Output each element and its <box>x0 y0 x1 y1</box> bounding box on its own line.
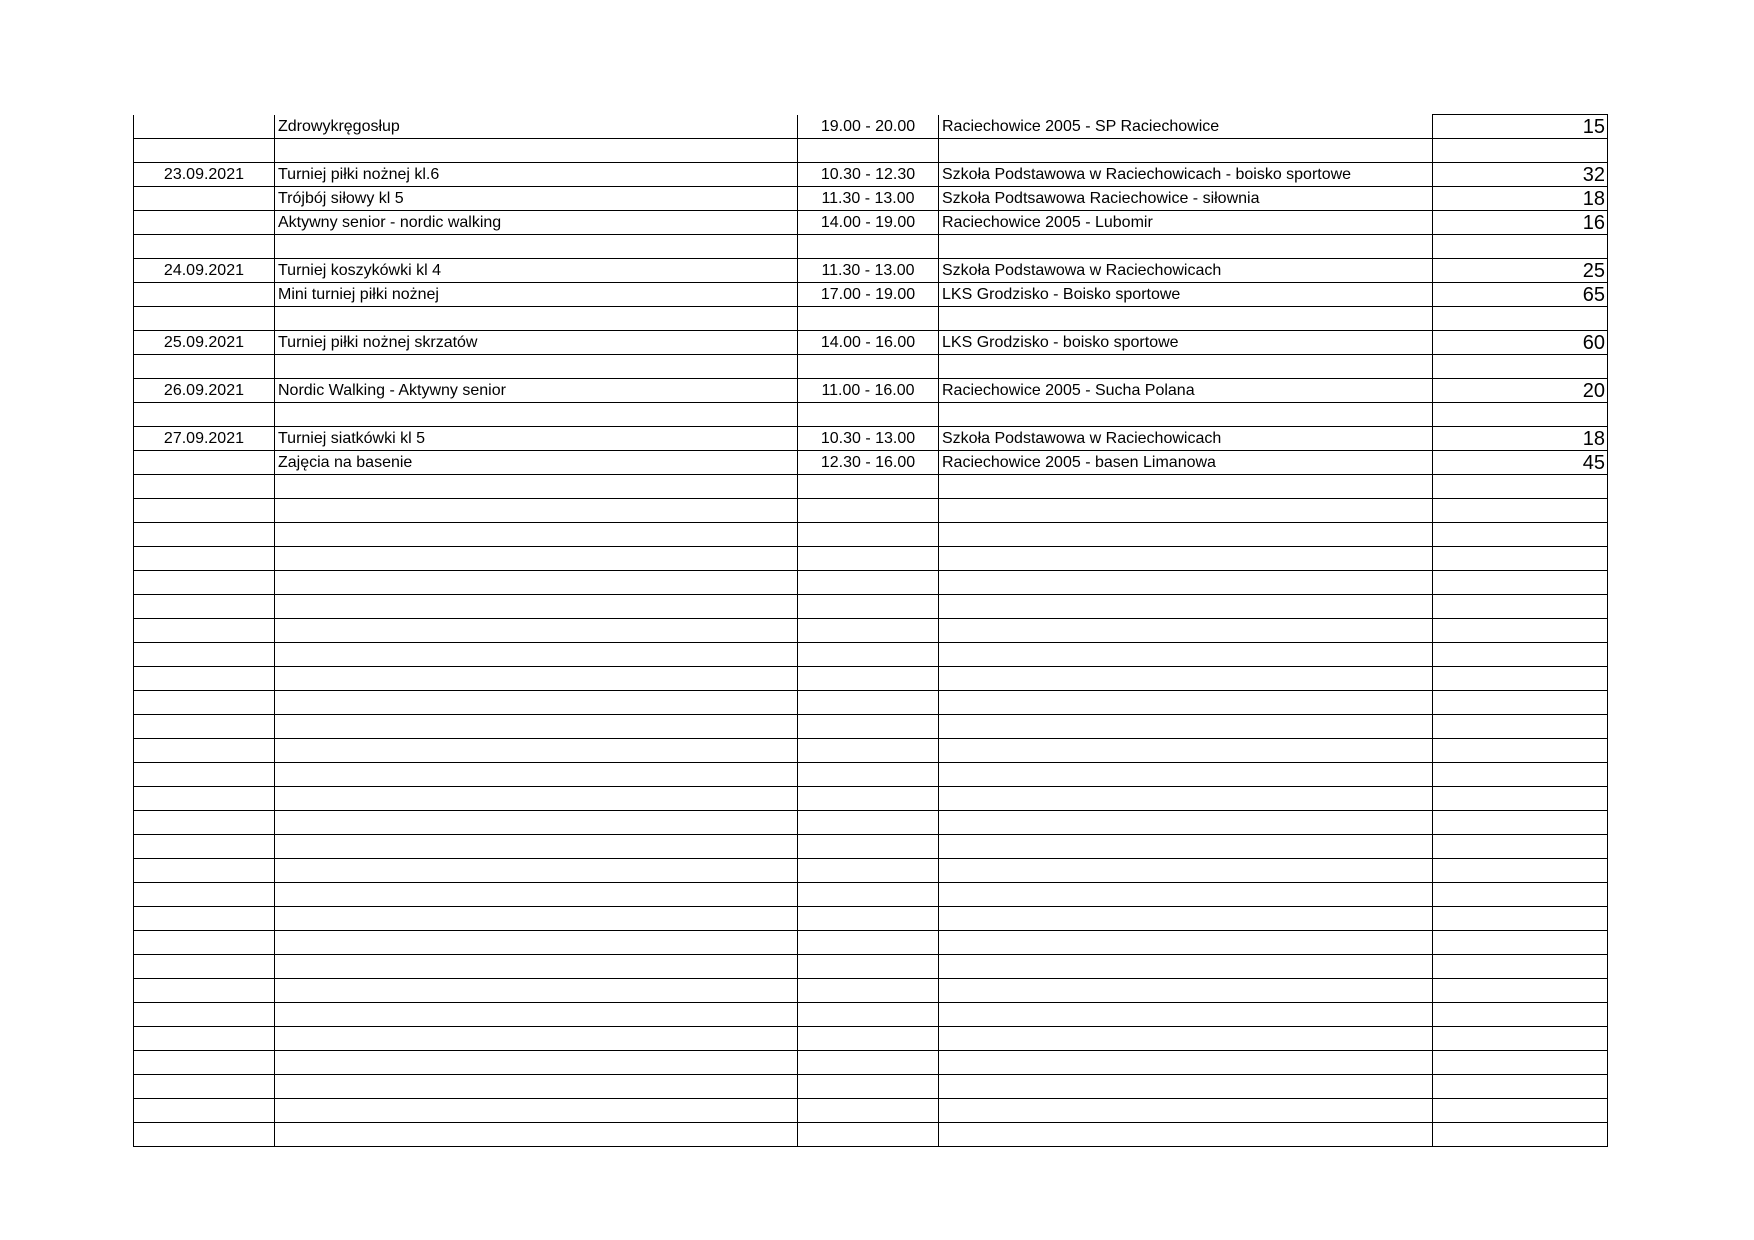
participants-count-cell <box>1433 1099 1608 1123</box>
location-cell: LKS Grodzisko - boisko sportowe <box>939 331 1433 355</box>
table-row <box>134 1027 1608 1051</box>
event-name-cell <box>275 139 798 163</box>
time-cell <box>798 955 939 979</box>
event-name-cell <box>275 355 798 379</box>
date-cell <box>134 811 275 835</box>
participants-count-cell <box>1433 715 1608 739</box>
table-row <box>134 667 1608 691</box>
location-cell <box>939 715 1433 739</box>
time-cell <box>798 883 939 907</box>
participants-count-cell <box>1433 763 1608 787</box>
participants-count-cell <box>1433 883 1608 907</box>
location-cell: Raciechowice 2005 - Lubomir <box>939 211 1433 235</box>
participants-count-cell: 18 <box>1433 187 1608 211</box>
event-name-cell <box>275 691 798 715</box>
table-row <box>134 547 1608 571</box>
event-name-cell <box>275 931 798 955</box>
table-row <box>134 523 1608 547</box>
location-cell <box>939 571 1433 595</box>
participants-count-cell <box>1433 979 1608 1003</box>
location-cell <box>939 139 1433 163</box>
location-cell <box>939 1051 1433 1075</box>
table-row <box>134 979 1608 1003</box>
date-cell <box>134 1051 275 1075</box>
date-cell <box>134 547 275 571</box>
event-name-cell <box>275 547 798 571</box>
table-row <box>134 907 1608 931</box>
table-row <box>134 739 1608 763</box>
table-row <box>134 955 1608 979</box>
location-cell <box>939 235 1433 259</box>
time-cell <box>798 1123 939 1147</box>
time-cell: 10.30 - 12.30 <box>798 163 939 187</box>
table-row <box>134 451 1608 475</box>
table-row <box>134 715 1608 739</box>
location-cell <box>939 763 1433 787</box>
date-cell <box>134 667 275 691</box>
date-cell <box>134 1003 275 1027</box>
date-cell <box>134 619 275 643</box>
location-cell <box>939 955 1433 979</box>
participants-count-cell: 32 <box>1433 163 1608 187</box>
date-cell <box>134 739 275 763</box>
event-name-cell: Turniej piłki nożnej kl.6 <box>275 163 798 187</box>
date-cell <box>134 307 275 331</box>
participants-count-cell: 20 <box>1433 379 1608 403</box>
date-cell <box>134 859 275 883</box>
date-cell <box>134 691 275 715</box>
date-cell <box>134 643 275 667</box>
date-cell <box>134 715 275 739</box>
time-cell <box>798 979 939 1003</box>
date-cell <box>134 235 275 259</box>
participants-count-cell <box>1433 403 1608 427</box>
table-row <box>134 211 1608 235</box>
location-cell <box>939 595 1433 619</box>
time-cell <box>798 739 939 763</box>
time-cell <box>798 523 939 547</box>
participants-count-cell <box>1433 1027 1608 1051</box>
time-cell <box>798 811 939 835</box>
participants-count-cell: 15 <box>1433 115 1608 139</box>
date-cell <box>134 1027 275 1051</box>
time-cell <box>798 619 939 643</box>
time-cell <box>798 691 939 715</box>
date-cell <box>134 115 275 139</box>
location-cell: Szkoła Podstawowa w Raciechowicach <box>939 427 1433 451</box>
participants-count-cell <box>1433 1123 1608 1147</box>
time-cell: 10.30 - 13.00 <box>798 427 939 451</box>
time-cell <box>798 1003 939 1027</box>
event-name-cell <box>275 667 798 691</box>
location-cell <box>939 1027 1433 1051</box>
table-row <box>134 163 1608 187</box>
participants-count-cell: 25 <box>1433 259 1608 283</box>
event-name-cell <box>275 595 798 619</box>
date-cell <box>134 475 275 499</box>
date-cell <box>134 211 275 235</box>
date-cell <box>134 763 275 787</box>
location-cell <box>939 1075 1433 1099</box>
event-name-cell <box>275 835 798 859</box>
date-cell <box>134 499 275 523</box>
table-row <box>134 1123 1608 1147</box>
participants-count-cell <box>1433 547 1608 571</box>
table-row <box>134 571 1608 595</box>
participants-count-cell <box>1433 907 1608 931</box>
time-cell <box>798 403 939 427</box>
time-cell <box>798 355 939 379</box>
location-cell: Raciechowice 2005 - SP Raciechowice <box>939 115 1433 139</box>
schedule-table <box>133 114 1608 1147</box>
location-cell <box>939 475 1433 499</box>
time-cell <box>798 547 939 571</box>
time-cell <box>798 763 939 787</box>
time-cell <box>798 835 939 859</box>
event-name-cell: Zdrowykręgosłup <box>275 115 798 139</box>
date-cell: 26.09.2021 <box>134 379 275 403</box>
time-cell <box>798 931 939 955</box>
event-name-cell <box>275 907 798 931</box>
date-cell <box>134 907 275 931</box>
event-name-cell <box>275 715 798 739</box>
date-cell <box>134 403 275 427</box>
participants-count-cell <box>1433 811 1608 835</box>
time-cell: 11.00 - 16.00 <box>798 379 939 403</box>
table-row <box>134 235 1608 259</box>
time-cell <box>798 475 939 499</box>
date-cell <box>134 355 275 379</box>
time-cell <box>798 1075 939 1099</box>
date-cell: 27.09.2021 <box>134 427 275 451</box>
time-cell <box>798 1051 939 1075</box>
location-cell <box>939 643 1433 667</box>
event-name-cell <box>275 787 798 811</box>
participants-count-cell <box>1433 571 1608 595</box>
location-cell <box>939 1099 1433 1123</box>
table-row <box>134 787 1608 811</box>
location-cell <box>939 835 1433 859</box>
date-cell: 24.09.2021 <box>134 259 275 283</box>
table-row <box>134 643 1608 667</box>
time-cell <box>798 715 939 739</box>
table-row <box>134 355 1608 379</box>
participants-count-cell <box>1433 355 1608 379</box>
event-name-cell: Zajęcia na basenie <box>275 451 798 475</box>
table-row <box>134 259 1608 283</box>
event-name-cell <box>275 763 798 787</box>
participants-count-cell: 65 <box>1433 283 1608 307</box>
date-cell <box>134 571 275 595</box>
participants-count-cell <box>1433 1075 1608 1099</box>
location-cell: Raciechowice 2005 - Sucha Polana <box>939 379 1433 403</box>
location-cell: Szkoła Podtsawowa Raciechowice - siłownia <box>939 187 1433 211</box>
participants-count-cell <box>1433 1003 1608 1027</box>
date-cell <box>134 595 275 619</box>
participants-count-cell <box>1433 1051 1608 1075</box>
location-cell <box>939 547 1433 571</box>
time-cell <box>798 667 939 691</box>
event-name-cell <box>275 1075 798 1099</box>
participants-count-cell <box>1433 955 1608 979</box>
time-cell <box>798 595 939 619</box>
participants-count-cell <box>1433 643 1608 667</box>
time-cell: 12.30 - 16.00 <box>798 451 939 475</box>
location-cell <box>939 979 1433 1003</box>
table-row <box>134 931 1608 955</box>
event-name-cell: Turniej koszykówki kl 4 <box>275 259 798 283</box>
table-row <box>134 115 1608 139</box>
participants-count-cell: 45 <box>1433 451 1608 475</box>
time-cell <box>798 643 939 667</box>
time-cell <box>798 1099 939 1123</box>
event-name-cell <box>275 859 798 883</box>
event-name-cell <box>275 619 798 643</box>
location-cell <box>939 1003 1433 1027</box>
participants-count-cell <box>1433 667 1608 691</box>
table-row <box>134 475 1608 499</box>
time-cell <box>798 1027 939 1051</box>
table-row <box>134 811 1608 835</box>
table-row <box>134 139 1608 163</box>
date-cell <box>134 1075 275 1099</box>
date-cell <box>134 283 275 307</box>
participants-count-cell: 18 <box>1433 427 1608 451</box>
location-cell <box>939 739 1433 763</box>
event-name-cell: Turniej siatkówki kl 5 <box>275 427 798 451</box>
participants-count-cell: 16 <box>1433 211 1608 235</box>
date-cell <box>134 187 275 211</box>
location-cell <box>939 355 1433 379</box>
participants-count-cell <box>1433 307 1608 331</box>
time-cell: 14.00 - 19.00 <box>798 211 939 235</box>
table-row <box>134 835 1608 859</box>
event-name-cell <box>275 1123 798 1147</box>
location-cell <box>939 859 1433 883</box>
location-cell <box>939 883 1433 907</box>
table-row <box>134 1051 1608 1075</box>
location-cell <box>939 1123 1433 1147</box>
event-name-cell <box>275 571 798 595</box>
participants-count-cell <box>1433 787 1608 811</box>
participants-count-cell <box>1433 739 1608 763</box>
schedule-table-body <box>134 115 1608 1147</box>
location-cell: Raciechowice 2005 - basen Limanowa <box>939 451 1433 475</box>
event-name-cell: Turniej piłki nożnej skrzatów <box>275 331 798 355</box>
time-cell <box>798 787 939 811</box>
table-row <box>134 283 1608 307</box>
event-name-cell <box>275 883 798 907</box>
time-cell: 19.00 - 20.00 <box>798 115 939 139</box>
date-cell: 25.09.2021 <box>134 331 275 355</box>
participants-count-cell <box>1433 475 1608 499</box>
event-name-cell <box>275 811 798 835</box>
event-name-cell <box>275 643 798 667</box>
location-cell: Szkoła Podstawowa w Raciechowicach <box>939 259 1433 283</box>
event-name-cell <box>275 1099 798 1123</box>
event-name-cell <box>275 1027 798 1051</box>
time-cell <box>798 571 939 595</box>
table-row <box>134 427 1608 451</box>
location-cell <box>939 787 1433 811</box>
event-name-cell <box>275 739 798 763</box>
table-row <box>134 331 1608 355</box>
table-row <box>134 883 1608 907</box>
participants-count-cell <box>1433 523 1608 547</box>
table-row <box>134 187 1608 211</box>
location-cell: Szkoła Podstawowa w Raciechowicach - boisko sportowe <box>939 163 1433 187</box>
event-name-cell <box>275 955 798 979</box>
event-name-cell <box>275 403 798 427</box>
participants-count-cell <box>1433 691 1608 715</box>
table-row <box>134 1099 1608 1123</box>
event-name-cell <box>275 979 798 1003</box>
table-row <box>134 379 1608 403</box>
date-cell <box>134 1099 275 1123</box>
location-cell <box>939 403 1433 427</box>
table-row <box>134 691 1608 715</box>
participants-count-cell <box>1433 235 1608 259</box>
event-name-cell <box>275 499 798 523</box>
location-cell <box>939 523 1433 547</box>
event-name-cell <box>275 1003 798 1027</box>
date-cell <box>134 523 275 547</box>
event-name-cell <box>275 475 798 499</box>
table-row <box>134 1075 1608 1099</box>
location-cell <box>939 907 1433 931</box>
table-row <box>134 859 1608 883</box>
date-cell <box>134 835 275 859</box>
time-cell <box>798 859 939 883</box>
table-row <box>134 307 1608 331</box>
time-cell <box>798 139 939 163</box>
location-cell <box>939 619 1433 643</box>
date-cell <box>134 1123 275 1147</box>
time-cell: 11.30 - 13.00 <box>798 259 939 283</box>
event-name-cell: Mini turniej piłki nożnej <box>275 283 798 307</box>
participants-count-cell <box>1433 595 1608 619</box>
location-cell <box>939 811 1433 835</box>
time-cell <box>798 235 939 259</box>
participants-count-cell <box>1433 619 1608 643</box>
participants-count-cell <box>1433 931 1608 955</box>
event-name-cell: Nordic Walking - Aktywny senior <box>275 379 798 403</box>
event-name-cell <box>275 307 798 331</box>
time-cell: 14.00 - 16.00 <box>798 331 939 355</box>
location-cell: LKS Grodzisko - Boisko sportowe <box>939 283 1433 307</box>
time-cell <box>798 499 939 523</box>
participants-count-cell <box>1433 139 1608 163</box>
time-cell: 17.00 - 19.00 <box>798 283 939 307</box>
event-name-cell <box>275 1051 798 1075</box>
date-cell <box>134 139 275 163</box>
date-cell: 23.09.2021 <box>134 163 275 187</box>
location-cell <box>939 691 1433 715</box>
table-row <box>134 595 1608 619</box>
event-name-cell: Trójbój siłowy kl 5 <box>275 187 798 211</box>
time-cell <box>798 907 939 931</box>
participants-count-cell <box>1433 499 1608 523</box>
time-cell: 11.30 - 13.00 <box>798 187 939 211</box>
table-row <box>134 619 1608 643</box>
date-cell <box>134 787 275 811</box>
date-cell <box>134 451 275 475</box>
location-cell <box>939 667 1433 691</box>
date-cell <box>134 883 275 907</box>
table-row <box>134 403 1608 427</box>
location-cell <box>939 499 1433 523</box>
location-cell <box>939 931 1433 955</box>
time-cell <box>798 307 939 331</box>
event-name-cell <box>275 235 798 259</box>
date-cell <box>134 931 275 955</box>
table-row <box>134 763 1608 787</box>
table-row <box>134 499 1608 523</box>
event-name-cell: Aktywny senior - nordic walking <box>275 211 798 235</box>
location-cell <box>939 307 1433 331</box>
event-name-cell <box>275 523 798 547</box>
date-cell <box>134 955 275 979</box>
participants-count-cell <box>1433 859 1608 883</box>
participants-count-cell: 60 <box>1433 331 1608 355</box>
participants-count-cell <box>1433 835 1608 859</box>
table-row <box>134 1003 1608 1027</box>
date-cell <box>134 979 275 1003</box>
